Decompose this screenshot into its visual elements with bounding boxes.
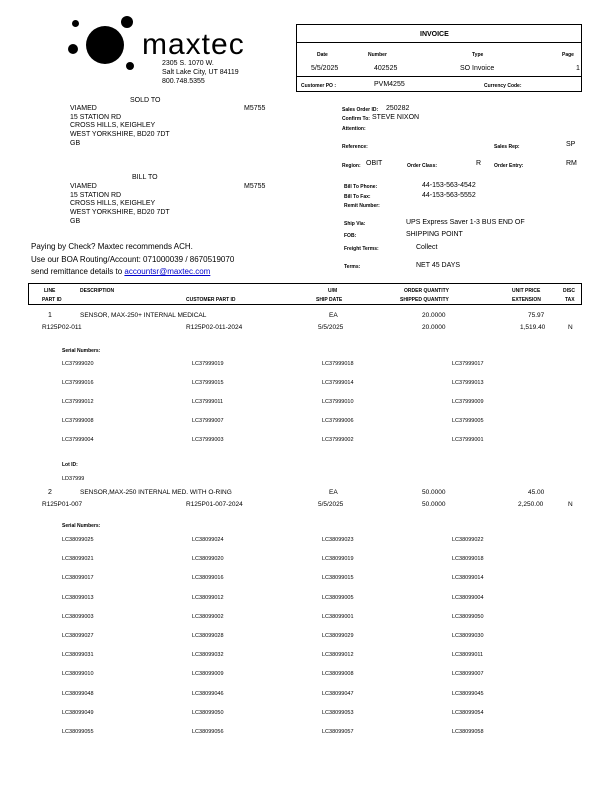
serial-number: LC37999012: [62, 399, 94, 405]
logo-large-dot: [86, 26, 124, 64]
invoice-title: INVOICE: [420, 31, 449, 38]
serial-number: LC37999008: [62, 418, 94, 424]
serial-number: LC38099010: [62, 671, 94, 678]
company-address-1: 2305 S. 1070 W.: [162, 60, 214, 67]
serial-number: LC38099019: [322, 556, 354, 563]
col-part-id: PART ID: [42, 297, 62, 303]
serial-number: LC37999018: [322, 361, 354, 367]
serial-number: LC38099048: [62, 690, 94, 697]
item-order-qty: 50.0000: [422, 489, 446, 496]
item-tax: N: [568, 324, 573, 331]
bill-to-fax: 44-153-563-5552: [422, 192, 476, 199]
serial-number: LC38099053: [322, 709, 354, 716]
serial-number: LC37999004: [62, 437, 94, 443]
region-label: Region:: [342, 163, 361, 169]
serial-numbers-label: Serial Numbers:: [62, 523, 101, 529]
serial-number: LC38099054: [452, 709, 484, 716]
item-unit-price: 45.00: [528, 489, 545, 496]
col-extension: EXTENSION: [512, 297, 541, 303]
company-address-2: Salt Lake City, UT 84119: [162, 69, 239, 76]
serial-number: LC37999017: [452, 361, 484, 367]
terms-label: Terms:: [344, 264, 361, 270]
region: OBIT: [366, 160, 383, 167]
item-extension: 2,250.00: [518, 501, 544, 508]
serial-number: LC37999011: [192, 399, 224, 405]
serial-number: LC38099050: [192, 709, 224, 716]
invoice-type-label: Type: [472, 52, 484, 58]
bill-to-phone-label: Bill To Phone:: [344, 184, 378, 190]
bill-to-line: VIAMED: [70, 183, 97, 190]
sales-order-id: 250282: [386, 105, 410, 112]
serial-number: LC38099045: [452, 690, 484, 697]
serial-number: LC38099007: [452, 671, 484, 678]
bill-to-line: CROSS HILLS, KEIGHLEY: [70, 200, 156, 207]
serial-number: LC37999015: [192, 380, 224, 386]
item-order-qty: 20.0000: [422, 312, 446, 319]
lot-id-label: Lot ID:: [62, 462, 78, 468]
serial-number: LC38099020: [192, 556, 224, 563]
item-part-id: R125P01-007: [42, 501, 83, 508]
serial-number: LC38099025: [62, 537, 94, 543]
bill-to-line: WEST YORKSHIRE, BD20 7DT: [70, 209, 170, 216]
serial-number: LC38099032: [192, 652, 224, 659]
item-customer-part: R125P01-007-2024: [186, 501, 243, 508]
logo-dot: [72, 20, 79, 27]
remit-number-label: Remit Number:: [344, 203, 380, 209]
serial-number: LC38099049: [62, 709, 94, 716]
company-phone: 800.748.5355: [162, 78, 205, 85]
serial-number: LC38099003: [62, 613, 94, 620]
col-order-qty: ORDER QUANTITY: [404, 288, 449, 294]
serial-number: LC38099024: [192, 537, 224, 543]
payment-note-line3: [31, 267, 210, 276]
table-header: [28, 283, 582, 305]
currency-code-label: Currency Code:: [484, 83, 522, 89]
order-class: R: [476, 160, 482, 167]
serial-number: LC37999009: [452, 399, 484, 405]
fob: SHIPPING POINT: [406, 231, 463, 238]
invoice-date: 5/5/2025: [311, 65, 339, 72]
company-name: maxtec: [142, 28, 245, 61]
item-um: EA: [329, 312, 338, 319]
serial-number: LC38099008: [322, 671, 354, 678]
sales-rep: SP: [566, 141, 576, 148]
item-description: SENSOR, MAX-250+ INTERNAL MEDICAL: [80, 312, 207, 319]
serial-number: LC38099005: [322, 594, 354, 601]
sales-rep-label: Sales Rep:: [494, 144, 520, 150]
item-shipped-qty: 20.0000: [422, 324, 446, 331]
bill-to-phone: 44-153-563-4542: [422, 182, 476, 189]
item-line-number: 1: [48, 312, 52, 319]
sold-to-line: GB: [70, 140, 81, 147]
lot-id: LD37999: [62, 476, 85, 482]
serial-number: LC37999007: [192, 418, 224, 424]
bill-to-line: GB: [70, 218, 81, 225]
item-part-id: R125P02-011: [42, 324, 82, 331]
serial-number: LC38099016: [192, 575, 224, 582]
bill-to-fax-label: Bill To Fax:: [344, 194, 371, 200]
item-um: EA: [329, 489, 338, 496]
sales-order-label: Sales Order ID:: [342, 107, 379, 113]
col-tax: TAX: [565, 297, 575, 303]
serial-number: LC38099031: [62, 652, 94, 659]
serial-number: LC38099013: [62, 594, 94, 601]
serial-number: LC38099028: [192, 633, 224, 639]
col-ship-date: SHIP DATE: [316, 297, 343, 303]
col-disc: DISC: [563, 288, 575, 294]
col-unit-price: UNIT PRICE: [512, 288, 541, 294]
serial-numbers-label: Serial Numbers:: [62, 348, 101, 354]
serial-number: LC38099030: [452, 633, 484, 639]
serial-number: LC38099029: [322, 633, 354, 639]
freight-terms: Collect: [416, 244, 438, 251]
order-entry-label: Order Entry:: [494, 163, 524, 169]
serial-number: LC38099022: [452, 537, 484, 543]
col-shipped-qty: SHIPPED QUANTITY: [400, 297, 449, 303]
serial-number: LC38099014: [452, 575, 484, 582]
freight-terms-label: Freight Terms:: [344, 246, 379, 252]
serial-number: LC38099057: [322, 729, 354, 735]
serial-number: LC38099004: [452, 594, 484, 601]
serial-number: LC37999006: [322, 418, 354, 424]
logo-dot: [121, 16, 133, 28]
customer-po-label: Customer PO :: [301, 83, 337, 89]
serial-number: LC38099012: [322, 652, 354, 659]
ship-via: UPS Express Saver 1-3 BUS END OF: [406, 219, 525, 226]
serial-number: LC38099046: [192, 690, 224, 697]
item-description: SENSOR,MAX-250 INTERNAL MED. WITH O-RING: [80, 489, 232, 496]
invoice-type: SO Invoice: [460, 65, 495, 72]
serial-number: LC38099012: [192, 594, 224, 601]
item-ship-date: 5/5/2025: [318, 501, 344, 508]
serial-number: LC38099015: [322, 575, 354, 582]
serial-number: LC38099023: [322, 537, 354, 543]
item-customer-part: R125P02-011-2024: [186, 324, 243, 331]
item-tax: N: [568, 501, 573, 508]
serial-number: LC37999016: [62, 380, 94, 386]
serial-number: LC38099047: [322, 690, 354, 697]
ship-via-label: Ship Via:: [344, 221, 366, 227]
serial-number: LC38099056: [192, 729, 224, 735]
invoice-date-label: Date: [317, 52, 328, 58]
invoice-title-divider: [296, 42, 582, 43]
serial-number: LC37999020: [62, 361, 94, 367]
serial-number: LC37999010: [322, 399, 354, 405]
serial-number: LC37999014: [322, 380, 354, 386]
item-shipped-qty: 50.0000: [422, 501, 446, 508]
logo-dot: [126, 62, 134, 70]
serial-number: LC38099009: [192, 671, 224, 678]
invoice-number-label: Number: [368, 52, 387, 58]
serial-number: LC37999005: [452, 418, 484, 424]
payment-note-line1: Paying by Check? Maxtec recommends ACH.: [31, 242, 193, 251]
serial-number: LC38099055: [62, 729, 94, 735]
serial-number: LC38099001: [322, 613, 354, 620]
col-line: LINE: [44, 288, 56, 294]
terms: NET 45 DAYS: [416, 262, 461, 269]
payment-note-line2: Use our BOA Routing/Account: 071000039 / 8670519070: [31, 255, 235, 264]
bill-to-id: M5755: [244, 183, 266, 190]
confirm-to: STEVE NIXON: [372, 114, 420, 121]
invoice-po-divider: [296, 76, 582, 77]
serial-number: LC37999002: [322, 437, 354, 443]
serial-number: LC38099018: [452, 556, 484, 563]
payment-note-prefix: send remittance details to: [31, 267, 125, 276]
serial-number: LC37999001: [452, 437, 484, 443]
sold-to-line: 15 STATION RD: [70, 114, 122, 121]
bill-to-label: BILL TO: [132, 174, 158, 181]
fob-label: FOB:: [344, 233, 357, 239]
serial-number: LC38099011: [452, 652, 484, 659]
col-um: U/M: [328, 288, 338, 294]
order-entry: RM: [566, 160, 577, 167]
serial-number: LC38099002: [192, 613, 224, 620]
serial-number: LC37999019: [192, 361, 224, 367]
item-ship-date: 5/5/2025: [318, 324, 344, 331]
serial-number: LC37999003: [192, 437, 224, 443]
invoice-page-label: Page: [562, 52, 574, 58]
attention-label: Attention:: [342, 126, 366, 132]
invoice-page: 1: [576, 65, 580, 72]
invoice-number: 402525: [374, 65, 398, 72]
confirm-to-label: Confirm To:: [342, 116, 370, 122]
serial-number: LC38099027: [62, 633, 94, 639]
bill-to-line: 15 STATION RD: [70, 192, 122, 199]
serial-number: LC38099058: [452, 729, 484, 735]
customer-po: PVM4255: [374, 81, 405, 88]
sold-to-line: WEST YORKSHIRE, BD20 7DT: [70, 131, 170, 138]
serial-number: LC38099050: [452, 613, 484, 620]
sold-to-id: M5755: [244, 105, 266, 112]
remittance-email-link[interactable]: accountsr@maxtec.com: [124, 267, 211, 276]
reference-label: Reference:: [342, 144, 368, 150]
col-description: DESCRIPTION: [80, 288, 115, 294]
serial-number: LC38099017: [62, 575, 94, 582]
sold-to-label: SOLD TO: [130, 97, 161, 104]
sold-to-line: VIAMED: [70, 105, 97, 112]
sold-to-line: CROSS HILLS, KEIGHLEY: [70, 122, 156, 129]
item-unit-price: 75.97: [528, 312, 545, 319]
order-class-label: Order Class:: [407, 163, 438, 169]
col-customer-part: CUSTOMER PART ID: [186, 297, 236, 303]
item-extension: 1,519.40: [520, 324, 546, 331]
item-line-number: 2: [48, 489, 52, 496]
serial-number: LC38099021: [62, 556, 94, 563]
serial-number: LC37999013: [452, 380, 484, 386]
logo-dot: [68, 44, 78, 54]
